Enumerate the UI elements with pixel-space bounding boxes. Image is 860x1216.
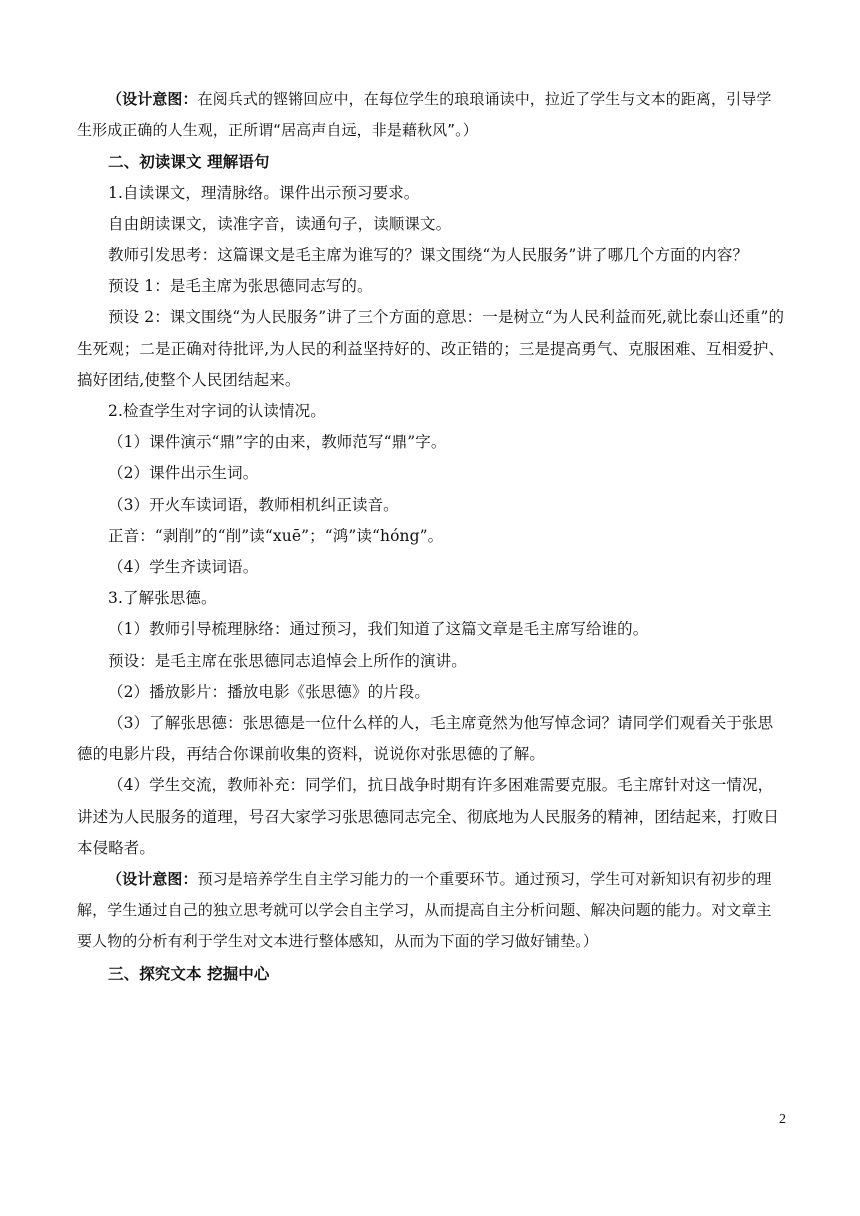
- paragraph: （1）课件演示“鼎”字的由来，教师范写“鼎”字。: [108, 433, 447, 452]
- design-intent-text: 在阅兵式的铿锵回应中，在每位学生的琅琅诵读中，拉近了学生与文本的距离，引导学生形成正确的人生观，正所谓“居高声自远，非是藉秋风”。）: [77, 90, 772, 140]
- section-heading: 三、探究文本 挖掘中心: [108, 963, 270, 983]
- paragraph: 预设 1：是毛主席为张思德同志写的。: [108, 277, 373, 296]
- page-number: 2: [779, 1112, 786, 1127]
- section-heading: 二、初读课文 理解语句: [108, 152, 270, 172]
- paragraph: 教师引发思考：这篇课文是毛主席为谁写的？课文围绕“为人民服务”讲了哪几个方面的内容？: [108, 246, 749, 265]
- paragraph: （4）学生交流，教师补充：同学们，抗日战争时期有许多困难需要克服。毛主席针对这一情况，讲述为人民服务的道理，号召大家学习张思德同志完全、彻底地为人民服务的精神，团结起来，打败日本侵略者。: [77, 776, 780, 857]
- design-intent-paragraph: [77, 864, 785, 958]
- paragraph: （3）了解张思德：张思德是一位什么样的人，毛主席竟然为他写悼念词？请同学们观看关于张思德的电影片段，再结合你课前收集的资料，说说你对张思德的了解。: [77, 714, 774, 764]
- paragraph: 2.检查学生对字词的认读情况。: [108, 402, 326, 421]
- design-intent-label: （设计意图：: [107, 870, 198, 889]
- paragraph: （2）播放影片：播放电影《张思德》的片段。: [108, 682, 430, 701]
- paragraph: 正音：“剥削”的“削”读“xuē”；“鸿”读“hóng”。: [108, 526, 444, 545]
- design-intent-paragraph: [77, 84, 785, 146]
- paragraph: （2）课件出示生词。: [108, 464, 259, 483]
- paragraph: 自由朗读课文，读准字音，读通句子，读顺课文。: [108, 214, 452, 233]
- paragraph: （1）教师引导梳理脉络：通过预习，我们知道了这篇文章是毛主席写给谁的。: [108, 620, 649, 639]
- design-intent-label: （设计意图：: [107, 90, 198, 108]
- paragraph: 1.自读课文，理清脉络。课件出示预习要求。: [108, 183, 420, 202]
- paragraph: （3）开火车读词语，教师相机纠正读音。: [108, 495, 399, 514]
- paragraph: 预设：是毛主席在张思德同志追悼会上所作的演讲。: [108, 651, 467, 670]
- paragraph: 预设 2：课文围绕“为人民服务”讲了三个方面的意思：一是树立“为人民利益而死,就比泰山还重”的生死观；二是正确对待批评,为人民的利益坚持好的、改正错的；三是提高勇气、克服困难、互相爱护、搞好团结,使整个人民团结起来。: [77, 308, 785, 389]
- paragraph: （4）学生齐读词语。: [108, 558, 259, 577]
- document-body: [77, 84, 785, 989]
- paragraph: 3.了解张思德。: [108, 589, 217, 608]
- design-intent-text: 预习是培养学生自主学习能力的一个重要环节。通过预习，学生可对新知识有初步的理解，学生通过自己的独立思考就可以学会自主学习，从而提高自主分析问题、解决问题的能力。对文章主要人物的分析有利于学生对文本进行整体感知，从而为下面的学习做好铺垫。）: [77, 870, 772, 951]
